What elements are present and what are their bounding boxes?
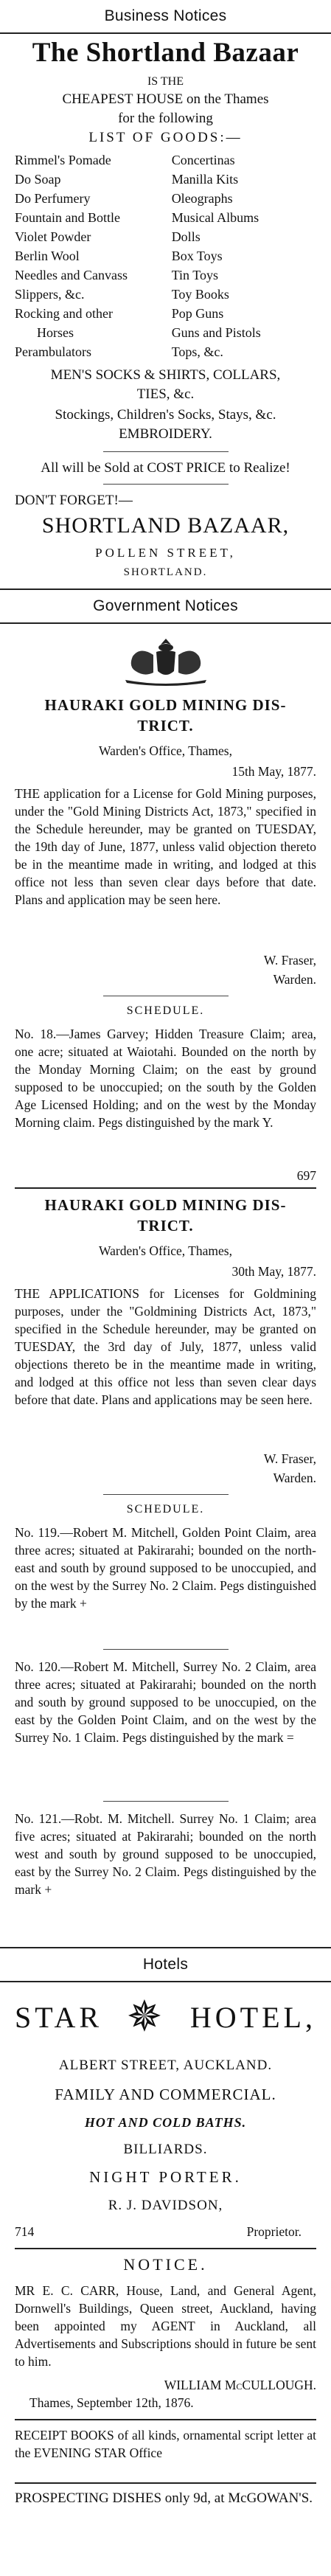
notice-signature: WILLIAM McCULLOUGH.	[164, 2378, 316, 2392]
divider	[103, 1649, 229, 1650]
divider	[103, 1801, 229, 1802]
business-notices-header: Business Notices	[0, 0, 331, 34]
goods-item: Guns and Pistols	[171, 325, 261, 340]
goods-item: Do Perfumery	[15, 191, 91, 206]
goods-item: Do Soap	[15, 172, 61, 187]
goods-left-column	[15, 150, 159, 361]
notice-body: MR E. C. CARR, House, Land, and General Agent, Dornwell's Buildings, Queen street, Auckland, having been appointed my AGENT in Auckland, all Advertisements and Subscriptions should in future be sent to him.	[15, 2283, 316, 2369]
notice2-office: Warden's Office, Thames,	[99, 1243, 232, 1258]
notice2-signature-title: Warden.	[273, 1471, 316, 1485]
notice2-title-line2: TRICT.	[137, 1217, 194, 1235]
bazaar-name-line: SHORTLAND BAZAAR,	[41, 513, 290, 538]
goods-list	[15, 150, 316, 361]
goods-item: Oleographs	[171, 191, 233, 206]
divider	[103, 484, 229, 485]
prospecting-dishes-notice: PROSPECTING DISHES only 9d, at McGOWAN'S.	[15, 2490, 313, 2506]
notice-title: NOTICE.	[123, 2255, 208, 2274]
notice1-schedule-entry: No. 18.—James Garvey; Hidden Treasure Claim; area, one acre; situated at Waiotahi. Bounded on the north by the Monday Morning Claim; on the east by ground supposed to be unoccupied; on the south by the Golden Age Licensed Holding; and on the west by the Monday Morning claim. Pegs distinguished by the mark Y.	[15, 1027, 316, 1130]
list-of-goods-heading: LIST OF GOODS:—	[88, 130, 243, 145]
notice1-title-line2: TRICT.	[137, 717, 194, 735]
mens-line-1: MEN'S SOCKS & SHIRTS, COLLARS,	[50, 367, 281, 383]
divider	[103, 1494, 229, 1495]
notice2-title-line1: HAURAKI GOLD MINING DIS-	[44, 1196, 287, 1214]
is-the-text: IS THE	[147, 75, 184, 88]
goods-item: Toy Books	[171, 287, 229, 302]
hotel-baths: HOT AND COLD BATHS.	[84, 2115, 247, 2130]
notice1-entry-number: 697	[296, 1168, 316, 1183]
pollen-street-line: POLLEN STREET,	[95, 546, 236, 560]
notice1-body: THE application for a License for Gold Mining purposes, under the "Gold Mining Districts Act, 1873," specified in the Schedule hereunder, may be granted on TUESDAY, the 19th day of June, 1877, unless valid objection thereto be in the meantime made in writing, and lodged at this office not less than seven clear days before that date. Plans and application may be seen here.	[15, 786, 316, 907]
hotel-proprietor-row	[15, 2224, 316, 2240]
goods-item: Tin Toys	[171, 268, 218, 282]
goods-item: Rocking and other	[15, 306, 113, 321]
star-icon: ✵	[126, 1993, 167, 2041]
star-word: STAR	[15, 2000, 103, 2034]
receipt-books-notice: RECEIPT BOOKS of all kinds, ornamental script letter at the EVENING STAR Office	[15, 2428, 316, 2460]
goods-right-column	[172, 150, 316, 361]
goods-item: Needles and Canvass	[15, 268, 128, 282]
goods-item: Tops, &c.	[171, 344, 223, 359]
notice1-signature-name: W. Fraser,	[263, 953, 316, 968]
goods-item: Perambulators	[15, 344, 91, 359]
divider	[15, 2419, 316, 2420]
divider	[15, 2482, 316, 2484]
notice2-signature-name: W. Fraser,	[263, 1451, 316, 1466]
notice1-schedule-heading: SCHEDULE.	[126, 1004, 205, 1017]
goods-item: Musical Albums	[171, 210, 259, 225]
divider	[15, 2248, 316, 2249]
stockings-line: Stockings, Children's Socks, Stays, &c.	[55, 407, 276, 423]
cost-price-line: All will be Sold at COST PRICE to Realize!	[41, 460, 290, 476]
notice1-office: Warden's Office, Thames,	[99, 743, 232, 758]
goods-item: Pop Guns	[171, 306, 224, 321]
dont-forget-line: DON'T FORGET!—	[15, 493, 133, 508]
hotel-proprietor-name: R. J. DAVIDSON,	[108, 2198, 223, 2213]
cheapest-house-text: CHEAPEST HOUSE on the Thames	[62, 91, 269, 107]
goods-item: Violet Powder	[15, 229, 91, 244]
notice2-body: THE APPLICATIONS for Licenses for Goldmining purposes, under the "Goldmining Districts Act, 1873," specified in the Schedule hereunder, may be granted on TUESDAY, the 3rd day of July, 1877, unless valid objections thereto be in the meantime made in writing, and lodged at this office not less than seven clear days before that date. Plans and applications may be seen here.	[15, 1286, 316, 1407]
hotel-billiards: BILLIARDS.	[123, 2142, 208, 2157]
divider	[15, 1187, 316, 1189]
notice1-title-line1: HAURAKI GOLD MINING DIS-	[44, 696, 287, 714]
notice2-schedule-heading: SCHEDULE.	[126, 1503, 205, 1516]
mens-line-2: TIES, &c.	[136, 386, 195, 402]
government-notices-header: Government Notices	[0, 589, 331, 624]
hotel-family: FAMILY AND COMMERCIAL.	[55, 2086, 276, 2103]
hotel-entry-number: 714	[15, 2224, 35, 2239]
for-following-text: for the following	[118, 111, 213, 126]
goods-item: Berlin Wool	[15, 249, 80, 263]
goods-item: Dolls	[171, 229, 201, 244]
notice-dateline: Thames, September 12th, 1876.	[29, 2395, 194, 2410]
hotel-word: HOTEL,	[189, 2000, 316, 2034]
notice1-date: 15th May, 1877.	[231, 764, 316, 779]
goods-item: Slippers, &c.	[15, 287, 85, 302]
star-hotel-title	[15, 1991, 316, 2043]
goods-item: Horses	[37, 325, 74, 340]
hotel-night-porter: NIGHT PORTER.	[89, 2168, 242, 2186]
goods-item: Box Toys	[171, 249, 223, 263]
hotel-street: ALBERT STREET, AUCKLAND.	[58, 2058, 273, 2073]
notice1-signature-title: Warden.	[273, 972, 316, 987]
notice2-date: 30th May, 1877.	[231, 1264, 316, 1279]
goods-item: Concertinas	[171, 153, 235, 167]
notice2-schedule-entry-119: No. 119.—Robert M. Mitchell, Golden Point Claim, area three acres; situated at Pakirarahi; bounded on the north-east and south by ground supposed to be unoccupied, and on the west by the Surrey No. 2 Claim. Pegs distinguished by the mark +	[15, 1525, 316, 1611]
notice2-schedule-entry-120: No. 120.—Robert M. Mitchell, Surrey No. 2 Claim, area three acres; situated at Pakirarahi; bounded on the north and south by ground supposed to be unoccupied, on the east by the Golden Point Claim, and on the west by the Surrey No. 1 Claim. Pegs distinguished by the mark =	[15, 1659, 316, 1745]
shortland-town-line: SHORTLAND.	[123, 566, 208, 578]
bazaar-title: The Shortland Bazaar	[32, 38, 299, 68]
hotel-proprietor-title: Proprietor.	[246, 2224, 302, 2239]
hotels-header: Hotels	[0, 1947, 331, 1982]
goods-item: Fountain and Bottle	[15, 210, 120, 225]
royal-coat-of-arms-icon	[118, 634, 214, 686]
goods-item: Manilla Kits	[171, 172, 239, 187]
goods-item: Rimmel's Pomade	[15, 153, 111, 167]
divider	[103, 451, 229, 452]
notice2-schedule-entry-121: No. 121.—Robt. M. Mitchell. Surrey No. 1 Claim; area five acres; situated at Pakirarahi; bounded on the north west and south by ground supposed to be unoccupied, east by the Surrey No. 2 Claim. Pegs distinguished by the mark +	[15, 1811, 316, 1897]
embroidery-line: EMBROIDERY.	[119, 426, 212, 442]
